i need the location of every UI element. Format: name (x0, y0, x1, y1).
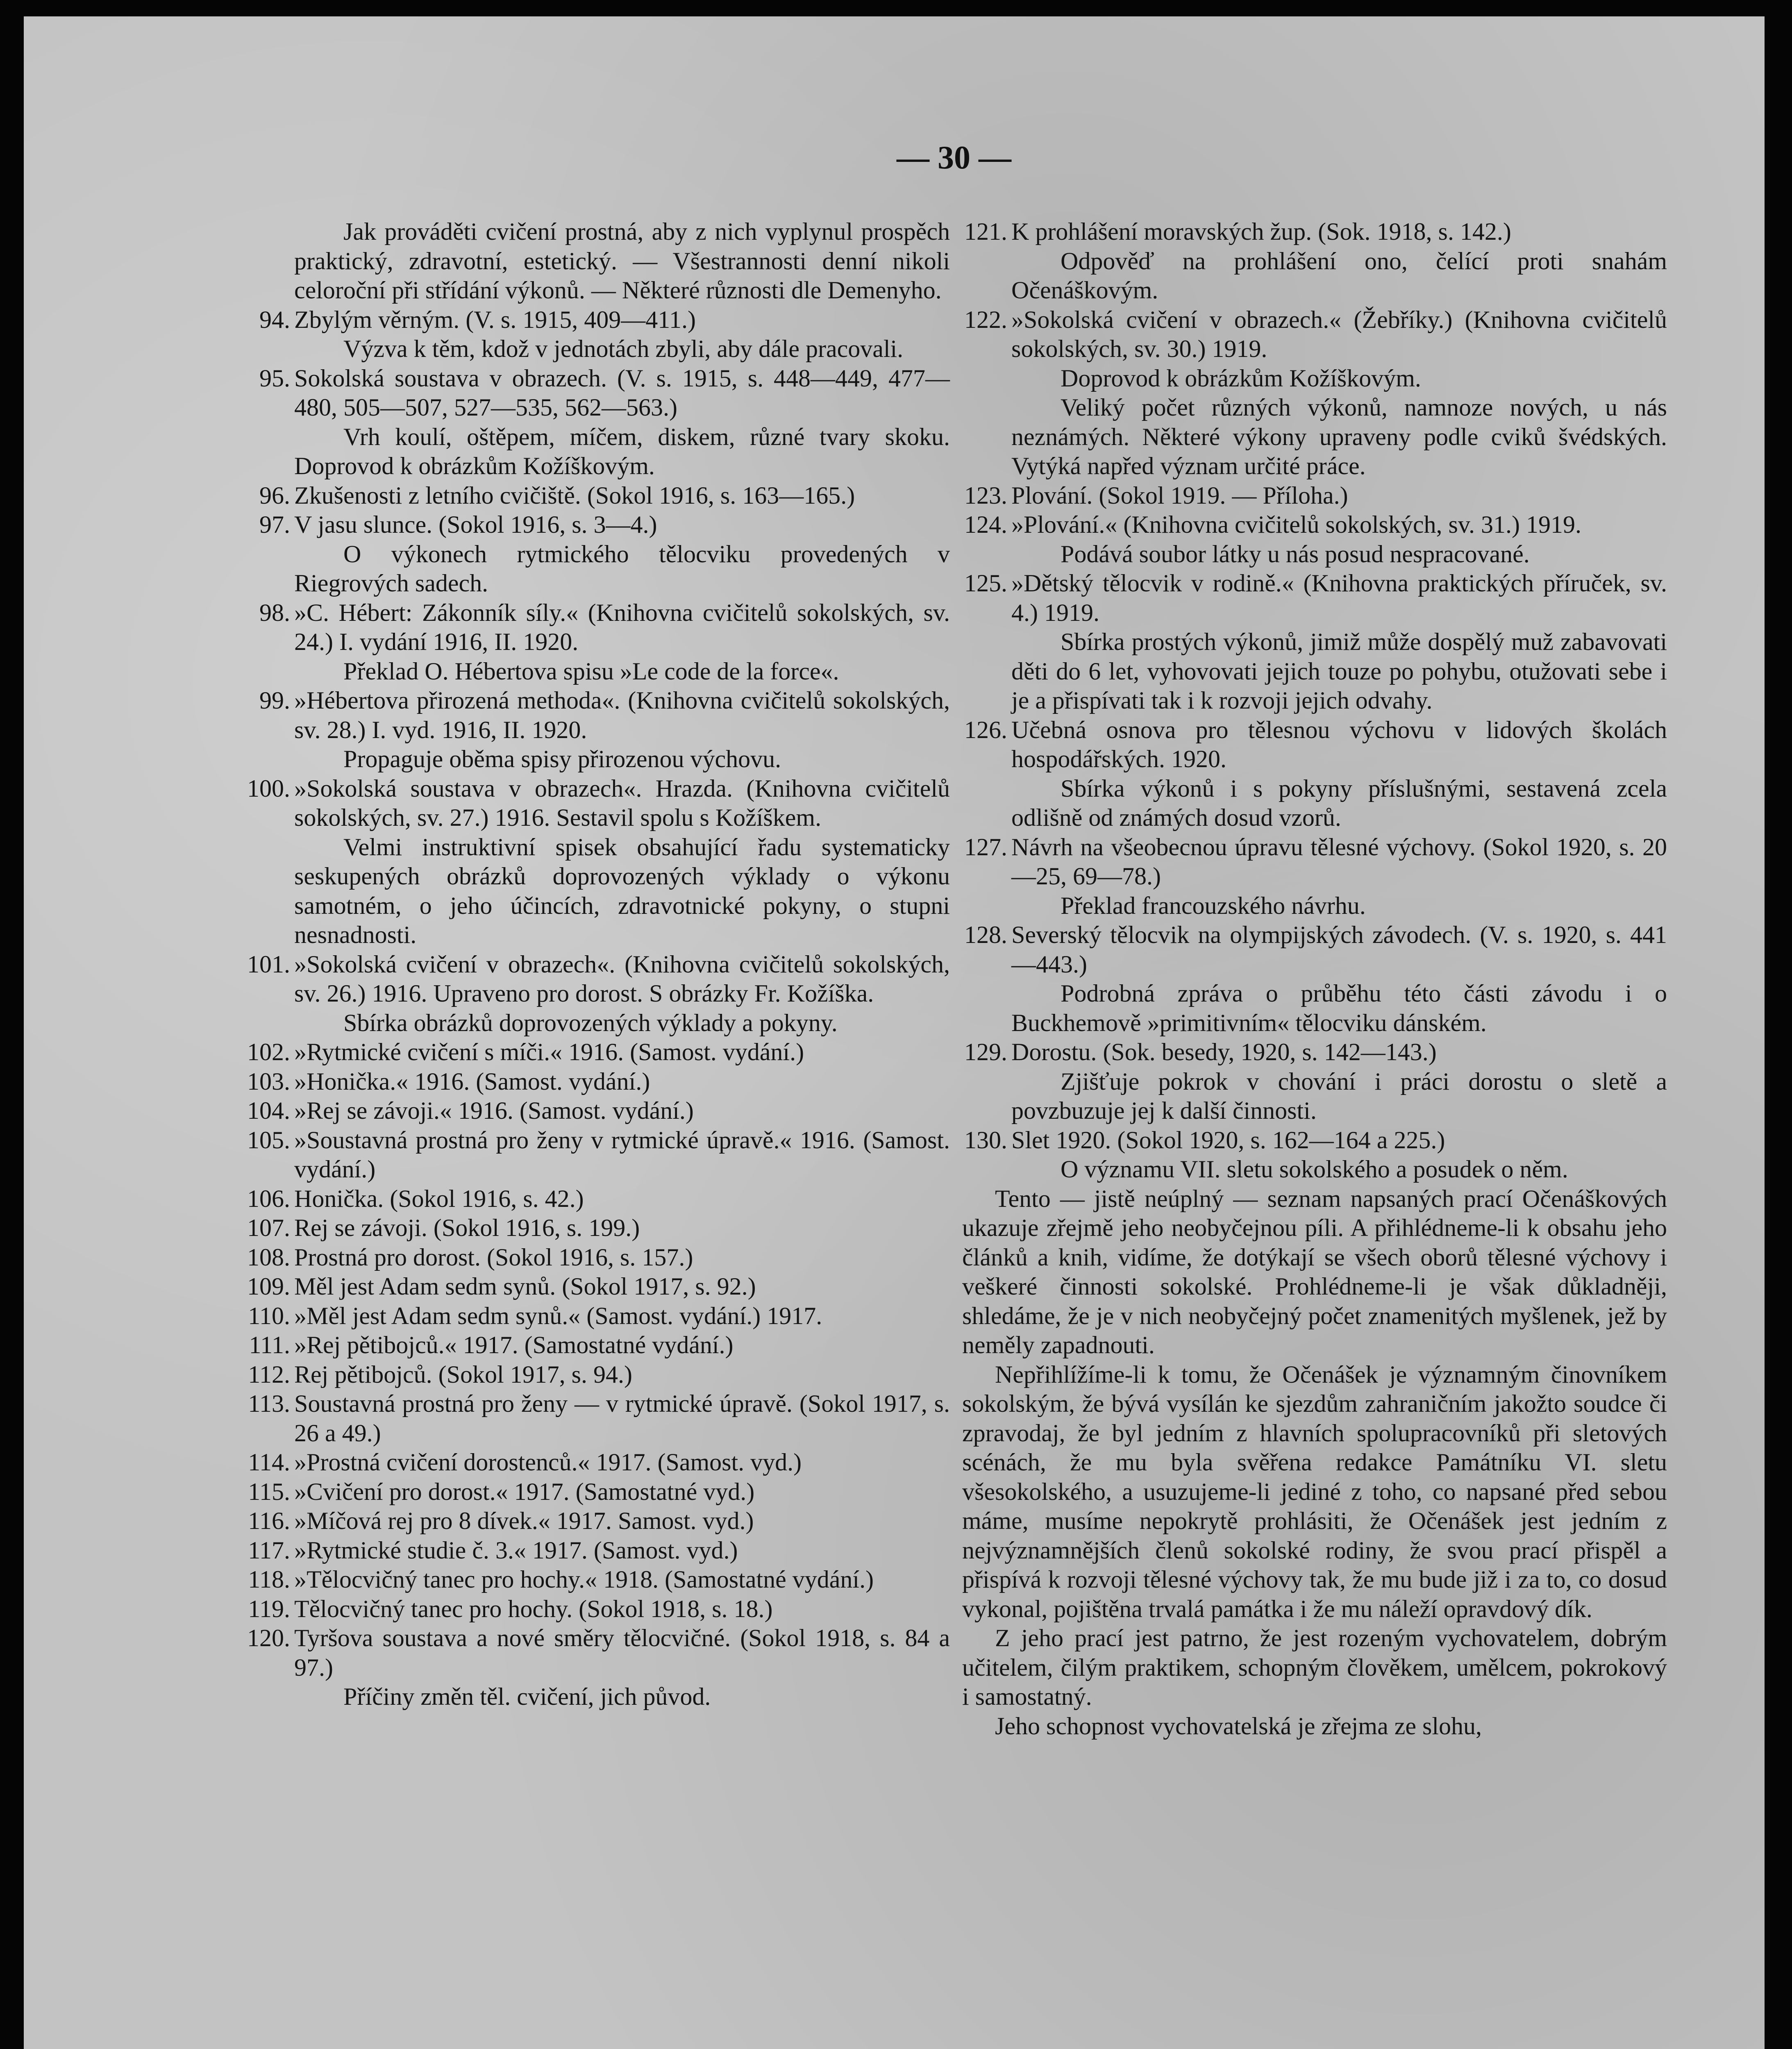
entry-annotation: O významu VII. sletu sokolského a posudek o něm. (1061, 1156, 1568, 1183)
bibliography-entry (245, 1272, 950, 1302)
entry-number: 111. (249, 1331, 290, 1358)
left-column (245, 217, 950, 1712)
entry-number: 98. (259, 599, 290, 626)
bibliography-entry (245, 481, 950, 511)
entry-title: Měl jest Adam sedm synů. (Sokol 1917, s. 92.) (294, 1273, 756, 1300)
right-entry-list (962, 217, 1667, 1184)
bibliography-entry (245, 1038, 950, 1067)
bibliography-entry (245, 686, 950, 774)
entry-title: »Rytmické studie č. 3.« 1917. (Samost. vyd.) (294, 1536, 738, 1564)
entry-annotation: O výkonech rytmického tělocviku provedených v Riegrových sadech. (294, 540, 950, 597)
entry-title: »Sokolská cvičení v obrazech«. (Knihovna cvičitelů sokolských, sv. 26.) 1916. Upraveno pro dorost. S obrázky Fr. Kožíška. (294, 950, 950, 1007)
entry-number: 123. (964, 482, 1007, 509)
bibliography-entry (245, 1243, 950, 1272)
bibliography-entry (962, 716, 1667, 833)
bibliography-entry (962, 1126, 1667, 1184)
intro-annotation: Jak prováděti cvičení prostná, aby z nich vyplynul prospěch praktický, zdravotní, estetický. — Všestrannosti denní nikoli celoroční při střídání výkonů. — Některé různosti dle Demenyho. (294, 218, 950, 304)
entry-title: Návrh na všeobecnou úpravu tělesné výchovy. (Sokol 1920, s. 20—25, 69—78.) (1011, 833, 1667, 890)
bibliography-entry (245, 1624, 950, 1712)
entry-title: »Honička.« 1916. (Samost. vydání.) (294, 1068, 650, 1095)
entry-title: »Tělocvičný tanec pro hochy.« 1918. (Samostatné vydání.) (294, 1566, 874, 1593)
bibliography-entry (245, 1126, 950, 1184)
entry-title: Plování. (Sokol 1919. — Příloha.) (1011, 482, 1348, 509)
entry-number: 103. (247, 1068, 290, 1095)
entry-number: 104. (247, 1097, 290, 1124)
entry-annotation: Zjišťuje pokrok v chování i práci dorostu o sletě a povzbuzuje jej k další činnosti. (1011, 1068, 1667, 1124)
entry-annotation: Výzva k těm, kdož v jednotách zbyli, aby dále pracovali. (343, 335, 904, 362)
entry-number: 125. (964, 570, 1007, 597)
entry-number: 114. (248, 1449, 290, 1476)
bibliography-entry (962, 510, 1667, 569)
entry-number: 118. (248, 1566, 290, 1593)
bibliography-entry (245, 1096, 950, 1126)
entry-number: 96. (259, 482, 290, 509)
left-entry-list (245, 305, 950, 1712)
entry-title: »Cvičení pro dorost.« 1917. (Samostatné vyd.) (294, 1478, 755, 1505)
entry-number: 117. (248, 1536, 290, 1564)
bibliography-entry (245, 1360, 950, 1390)
entry-annotation: Podává soubor látky u nás posud nespracované. (1061, 540, 1530, 568)
entry-title: Honička. (Sokol 1916, s. 42.) (294, 1185, 584, 1212)
entry-number: 99. (259, 687, 290, 714)
entry-number: 108. (247, 1243, 290, 1271)
entry-title: Rej se závoji. (Sokol 1916, s. 199.) (294, 1214, 640, 1241)
entry-title: Učebná osnova pro tělesnou výchovu v lidových školách hospodářských. 1920. (1011, 716, 1667, 772)
entry-title: Zkušenosti z letního cvičiště. (Sokol 1916, s. 163—165.) (294, 482, 855, 509)
entry-title: »Míčová rej pro 8 dívek.« 1917. Samost. vyd.) (294, 1507, 754, 1534)
entry-number: 94. (259, 306, 290, 333)
entry-annotation: Velmi instruktivní spisek obsahující řadu systematicky seskupených obrázků doprovozených výklady o výkonu samotném, o jeho účincích, zdravotnické pokyny, o stupni nesnadnosti. (294, 833, 950, 948)
entry-title: »Rytmické cvičení s míči.« 1916. (Samost. vydání.) (294, 1038, 804, 1065)
entry-number: 113. (248, 1390, 290, 1417)
entry-number: 130. (964, 1126, 1007, 1154)
entry-number: 110. (248, 1302, 290, 1329)
entry-number: 116. (248, 1507, 290, 1534)
bibliography-entry (245, 510, 950, 598)
entry-title: »Soustavná prostná pro ženy v rytmické úpravě.« 1916. (Samost. vydání.) (294, 1126, 950, 1183)
bibliography-entry (245, 1595, 950, 1624)
entry-title: Rej pětibojců. (Sokol 1917, s. 94.) (294, 1361, 632, 1388)
entry-number: 101. (247, 950, 290, 978)
bibliography-entry (245, 1184, 950, 1214)
entry-annotation-secondary: Veliký počet různých výkonů, namnoze nových, u nás neznámých. Některé výkony upraveny podle cviků švédských. Vytýká napřed význam určité práce. (1011, 394, 1667, 479)
bibliography-entry (962, 920, 1667, 1038)
closing-paragraphs (962, 1184, 1667, 1741)
entry-title: Dorostu. (Sok. besedy, 1920, s. 142—143.) (1011, 1038, 1437, 1065)
bibliography-entry (245, 1536, 950, 1565)
entry-title: Prostná pro dorost. (Sokol 1916, s. 157.) (294, 1243, 693, 1271)
page-number: — 30 — (897, 140, 1011, 176)
entry-number: 105. (247, 1126, 290, 1154)
entry-number: 95. (259, 364, 290, 392)
bibliography-entry (245, 774, 950, 950)
entry-title: Zbylým věrným. (V. s. 1915, 409—411.) (294, 306, 696, 333)
entry-title: »Prostná cvičení dorostenců.« 1917. (Samost. vyd.) (294, 1449, 802, 1476)
entry-annotation: Příčiny změn těl. cvičení, jich původ. (343, 1683, 711, 1710)
entry-annotation: Odpověď na prohlášení ono, čelící proti snahám Očenáškovým. (1011, 247, 1667, 304)
body-paragraph: Jeho schopnost vychovatelská je zřejma ze slohu, (995, 1712, 1482, 1740)
body-paragraph: Nepřihlížíme-li k tomu, že Očenášek je významným činovníkem sokolským, že bývá vysílán ke sjezdům zahraničním jakožto soudce či zpravodaj, že byl jedním z hlavních spolupracovníků při sletových scénách, že mu byla svěřena redakce Památníku VI. sletu všesokolského, a usuzujeme-li jediné z toho, co napsané před sebou máme, musíme nepokrytě prohlásiti, že Očenášek jest jedním z nejvýznamnějších členů sokolské rodiny, že svou prací přispěl a přispívá k rozvoji tělesné výchovy tak, že mu bude již i za to, co dosud vykonal, pojištěna trvalá památka i že mu náleží opravdový dík. (962, 1361, 1667, 1622)
entry-number: 121. (964, 218, 1007, 245)
entry-title: »C. Hébert: Zákonník síly.« (Knihovna cvičitelů sokolských, sv. 24.) I. vydání 1916, II. 1920. (294, 599, 950, 655)
entry-title: »Sokolská soustava v obrazech«. Hrazda. (Knihovna cvičitelů sokolských, sv. 27.) 1916. Sestavil spolu s Kožíškem. (294, 775, 950, 831)
entry-number: 126. (964, 716, 1007, 743)
entry-title: »Rej se závoji.« 1916. (Samost. vydání.) (294, 1097, 694, 1124)
entry-annotation: Sbírka prostých výkonů, jimiž může dospělý muž zabavovati děti do 6 let, vyhovovati jejich touze po pohybu, otužovati sebe i je a přispívati tak i k rozvoji jejich odvahy. (1011, 628, 1667, 714)
entry-number: 120. (247, 1624, 290, 1651)
body-paragraph: Tento — jistě neúplný — seznam napsaných prací Očenáškových ukazuje zřejmě jeho neobyčejnou píli. A přihlédneme-li k obsahu jeho článků a knih, vidíme, že dotýkají se všech oborů tělesné výchovy i veškeré činnosti sokolské. Prohlédneme-li je však důkladněji, shledáme, že je v nich neobyčejný počet znamenitých myšlenek, jež by neměly zapadnouti. (962, 1185, 1667, 1358)
bibliography-entry (962, 569, 1667, 716)
entry-title: Tělocvičný tanec pro hochy. (Sokol 1918, s. 18.) (294, 1595, 773, 1622)
bibliography-entry (245, 598, 950, 686)
bibliography-entry (245, 1213, 950, 1243)
entry-number: 109. (247, 1273, 290, 1300)
entry-title: »Sokolská cvičení v obrazech.« (Žebříky.) (Knihovna cvičitelů sokolských, sv. 30.) 1919. (1011, 306, 1667, 362)
bibliography-entry (245, 364, 950, 481)
entry-number: 107. (247, 1214, 290, 1241)
entry-number: 127. (964, 833, 1007, 861)
entry-title: Sokolská soustava v obrazech. (V. s. 1915, s. 448—449, 477—480, 505—507, 527—535, 562—563.) (294, 364, 950, 421)
entry-annotation: Překlad O. Hébertova spisu »Le code de la force«. (343, 657, 839, 685)
entry-number: 124. (964, 511, 1007, 538)
bibliography-entry (962, 481, 1667, 511)
entry-annotation: Doprovod k obrázkům Kožíškovým. (1061, 364, 1421, 392)
entry-number: 106. (247, 1185, 290, 1212)
entry-number: 119. (248, 1595, 290, 1622)
entry-number: 102. (247, 1038, 290, 1065)
entry-annotation: Sbírka obrázků doprovozených výklady a pokyny. (343, 1009, 838, 1036)
entry-title: »Dětský tělocvik v rodině.« (Knihovna praktických příruček, sv. 4.) 1919. (1011, 570, 1667, 626)
bibliography-entry (245, 305, 950, 364)
entry-title: Severský tělocvik na olympijských závodech. (V. s. 1920, s. 441—443.) (1011, 921, 1667, 978)
entry-number: 112. (248, 1361, 290, 1388)
entry-title: »Rej pětibojců.« 1917. (Samostatné vydání.) (294, 1331, 734, 1358)
entry-title: Tyršova soustava a nové směry tělocvičné. (Sokol 1918, s. 84 a 97.) (294, 1624, 950, 1681)
bibliography-entry (245, 1331, 950, 1360)
entry-title: Slet 1920. (Sokol 1920, s. 162—164 a 225.) (1011, 1126, 1445, 1154)
entry-number: 97. (259, 511, 290, 538)
bibliography-entry (962, 1038, 1667, 1126)
entry-annotation: Sbírka výkonů i s pokyny příslušnými, sestavená zcela odlišně od známých dosud vzorů. (1011, 775, 1667, 831)
bibliography-entry (245, 1565, 950, 1595)
entry-number: 128. (964, 921, 1007, 948)
entry-title: K prohlášení moravských žup. (Sok. 1918, s. 142.) (1011, 218, 1511, 245)
entry-title: V jasu slunce. (Sokol 1916, s. 3—4.) (294, 511, 657, 538)
bibliography-entry (245, 1506, 950, 1536)
bibliography-entry (245, 1067, 950, 1097)
bibliography-entry (962, 833, 1667, 921)
bibliography-entry (245, 1448, 950, 1477)
bibliography-entry (245, 1302, 950, 1331)
entry-number: 100. (247, 775, 290, 802)
entry-annotation: Propaguje oběma spisy přirozenou výchovu. (343, 745, 781, 772)
intro-continuation (245, 217, 950, 305)
entry-number: 129. (964, 1038, 1007, 1065)
entry-title: »Hébertova přirozená methoda«. (Knihovna cvičitelů sokolských, sv. 28.) I. vyd. 1916, II. 1920. (294, 687, 950, 743)
entry-title: Soustavná prostná pro ženy — v rytmické úpravě. (Sokol 1917, s. 26 a 49.) (294, 1390, 950, 1447)
scanned-page (24, 16, 1765, 2049)
bibliography-entry (245, 1477, 950, 1507)
entry-annotation: Překlad francouzského návrhu. (1061, 892, 1366, 919)
bibliography-entry (245, 1389, 950, 1448)
entry-title: »Plování.« (Knihovna cvičitelů sokolských, sv. 31.) 1919. (1011, 511, 1581, 538)
entry-number: 122. (964, 306, 1007, 333)
entry-number: 115. (248, 1478, 290, 1505)
entry-title: »Měl jest Adam sedm synů.« (Samost. vydání.) 1917. (294, 1302, 822, 1329)
entry-annotation: Vrh koulí, oštěpem, míčem, diskem, různé tvary skoku. Doprovod k obrázkům Kožíškovým. (294, 423, 950, 479)
entry-annotation: Podrobná zpráva o průběhu této části závodu i o Buckhemově »primitivním« tělocviku dánském. (1011, 980, 1667, 1036)
bibliography-entry (962, 305, 1667, 481)
bibliography-entry (245, 950, 950, 1038)
body-paragraph: Z jeho prací jest patrno, že jest rozeným vychovatelem, dobrým učitelem, čilým praktikem, schopným člověkem, umělcem, pokrokový i samostatný. (962, 1624, 1667, 1710)
right-column (962, 217, 1667, 1741)
bibliography-entry (962, 217, 1667, 305)
